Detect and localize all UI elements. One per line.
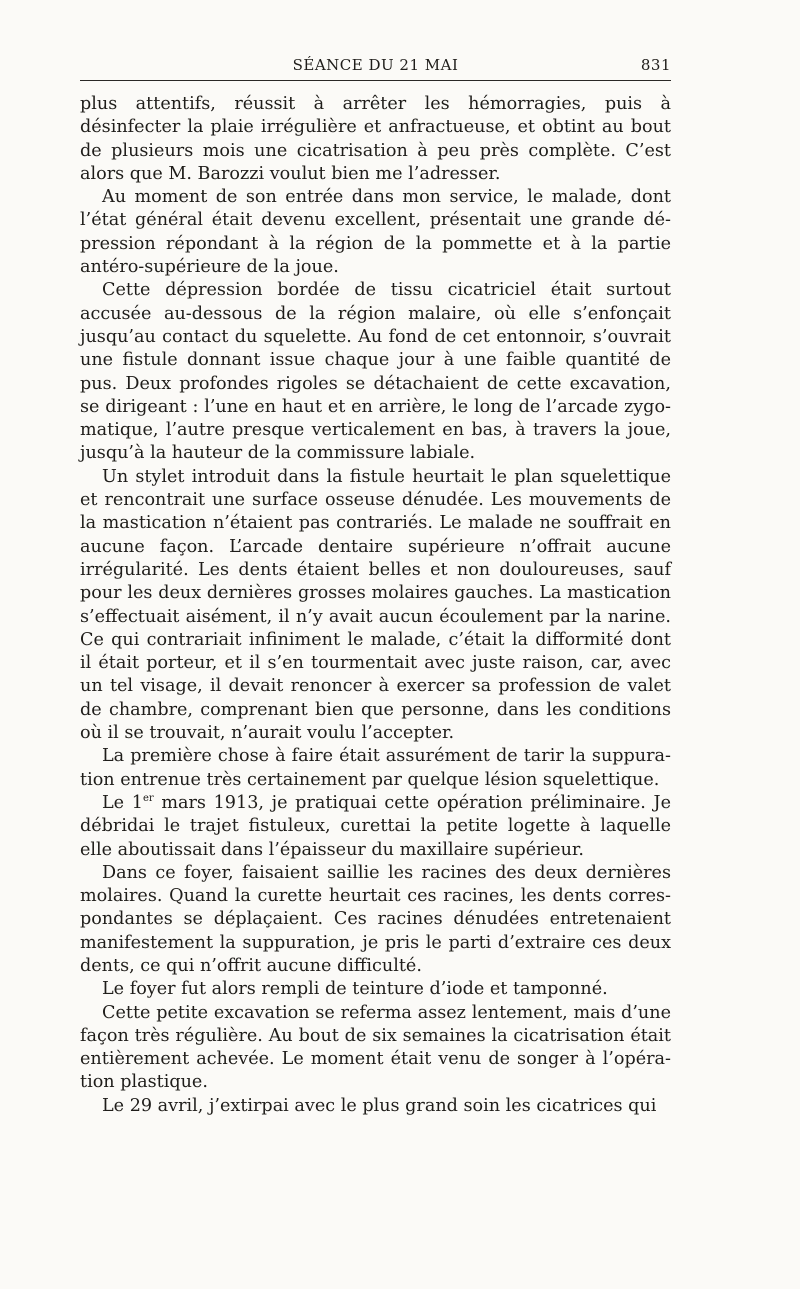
- running-header: [80, 48, 671, 80]
- paragraph-9: Cette petite excavation se referma assez lentement, mais d’une façon très régulière. Au bout de six semaines la cicatrisation était entièrement achevée. Le moment était venu de songer à l’opération plastique.: [80, 1002, 671, 1093]
- paragraph-3: Cette dépression bordée de tissu cicatriciel était surtout accusée au-dessous de la région malaire, où elle s’enfonçait jusqu’au contact du squelette. Au fond de cet entonnoir, s’ouvrait une fistule donnant issue chaque jour à une faible quantité de pus. Deux profondes rigoles se détachaient de cette excavation, se dirigeant : l’une en haut et en arrière, le long de l’arcade zygomatique, l’autre presque verticalement en bas, à travers la joue, jusqu’à la hauteur de la commissure labiale.: [80, 280, 671, 464]
- paragraph-7: Dans ce foyer, faisaient saillie les racines des deux dernières molaires. Quand la curette heurtait ces racines, les dents correspondantes se déplaçaient. Ces racines dénudées entretenaient manifestement la suppuration, je pris le parti d’extraire ces deux dents, ce qui n’offrit aucune difficulté.: [80, 862, 671, 976]
- body-text: [80, 93, 671, 1118]
- header-rule: [80, 80, 671, 81]
- paragraph-6-end: dans l’épaisseur du maxillaire supérieur.: [220, 839, 584, 860]
- paragraph-5: La première chose à faire était assurément de tarir la suppuration entrenue très certainement par quelque lésion squelettique.: [80, 746, 671, 790]
- paragraph-4: Un stylet introduit dans la fistule heurtait le plan squelettique et rencontrait une surface osseuse dénudée. Les mouvements de la mastication n’étaient pas contrariés. Le malade ne souffrait en aucune façon. L’arcade dentaire supérieure n’offrait aucune irrégularité. Les dents étaient belles et non douloureuses, sauf pour les deux dernières grosses molaires gauches. La mastication s’effectuait aisément, il n’y avait aucun écoulement par la narine. Ce qui contrariait infiniment le malade, c’était la difformité dont il était porteur, et il s’en tourmentait avec juste raison, car, avec un tel visage, il devait renoncer à exercer sa profession de valet de chambre, comprenant bien que personne, dans les conditions où il se trouvait, n’aurait voulu l’accepter.: [80, 466, 671, 744]
- paragraph-8: Le foyer fut alors rempli de teinture d’iode et tamponné.: [102, 979, 608, 1000]
- paragraph-6-middle: mars 1913, je pratiquai cette opération préliminaire. Je débridai le trajet fistuleux, curettai la petite logette à laquelle elle aboutissait: [80, 792, 671, 860]
- paragraph-10: Le 29 avril, j’extirpai avec le plus grand soin les cicatrices qui: [102, 1095, 657, 1116]
- paragraph-6: [80, 792, 671, 862]
- paragraph-2: Au moment de son entrée dans mon service, le malade, dont l’état général était devenu excellent, présentait une grande dépression répondant à la région de la pommette et à la partie antéro-supérieure de la joue.: [80, 187, 671, 278]
- superscript-er: er: [142, 793, 154, 805]
- running-title: SÉANCE DU 21 MAI: [292, 56, 459, 74]
- paragraph-1: plus attentifs, réussit à arrêter les hémorragies, puis à désinfecter la plaie irrégulière et anfractueuse, et obtint au bout de plusieurs mois une cicatrisation à peu près complète. C’est alors que M. Barozzi voulut bien me l’adresser.: [80, 94, 671, 184]
- book-page: [80, 48, 671, 1118]
- paragraph-6-start: Le 1: [102, 792, 143, 813]
- page-number: 831: [640, 56, 671, 74]
